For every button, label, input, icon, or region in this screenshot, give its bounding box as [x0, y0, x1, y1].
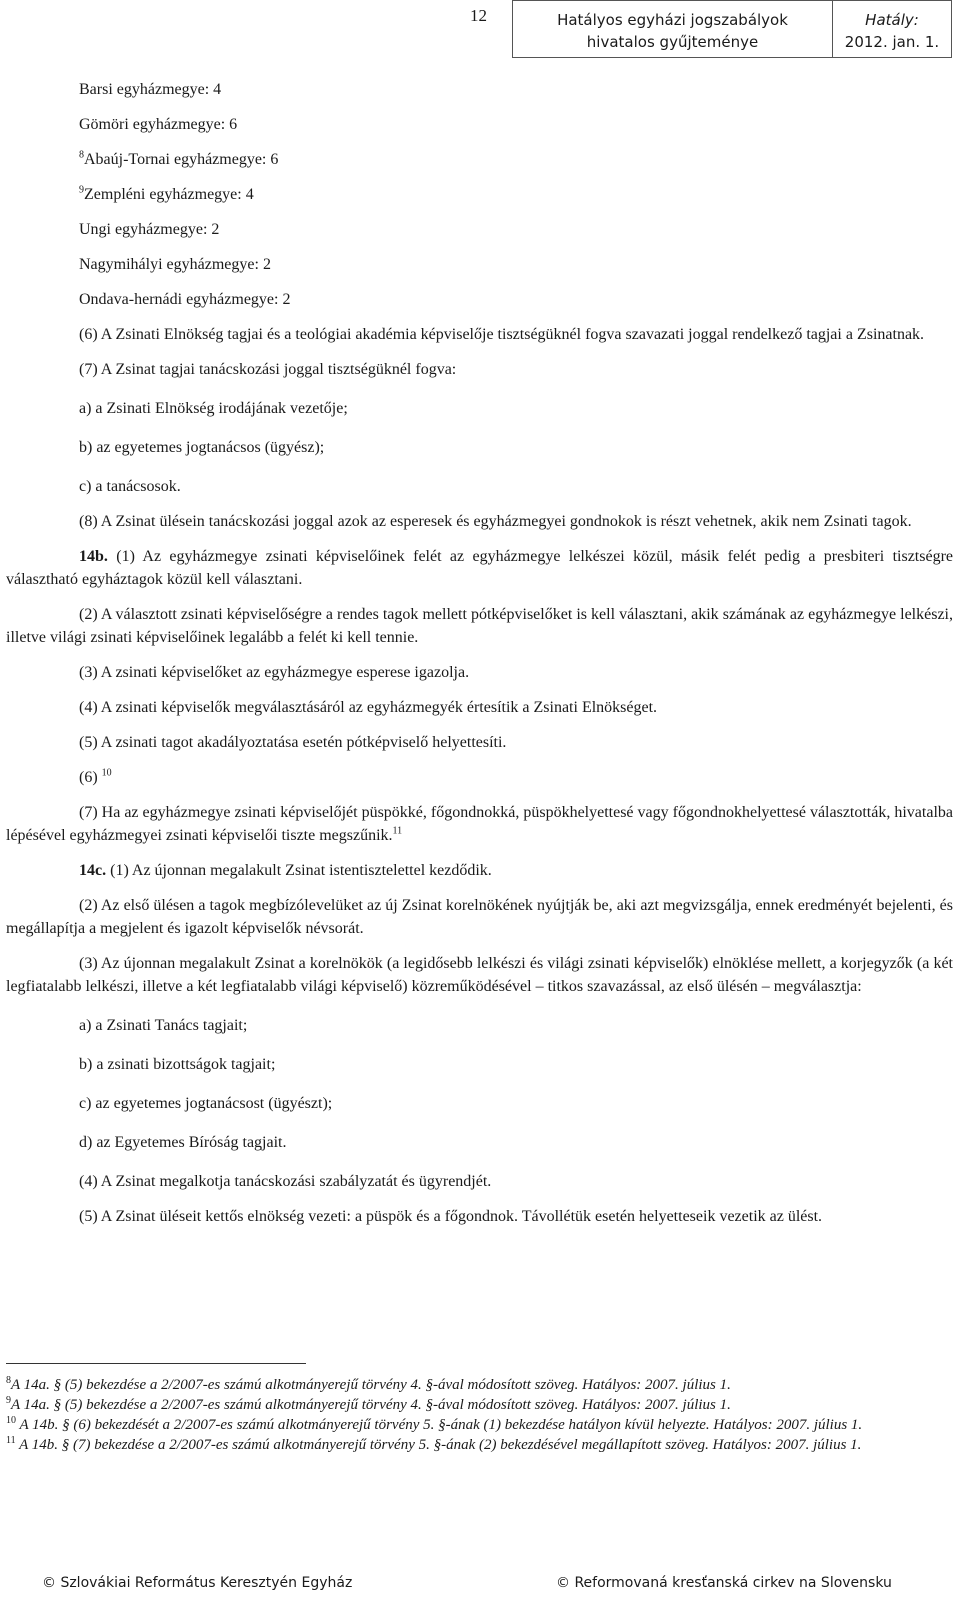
- list-item: Nagymihályi egyházmegye: 2: [79, 256, 271, 273]
- footnote: $^{10}$ A 14b. § (6) bekezdését a 2/2007-es számú alkotmányerejű törvény 5. §-ának (1) bekezdése hatályon kívül helyezte. Hatályos: 2007. július 1.: [6, 1415, 863, 1433]
- footnote-ref-8[interactable]: 8: [79, 149, 84, 161]
- paragraph: (4) A Zsinat megalkotja tanácskozási szabályzatát és ügyrendjét.: [79, 1173, 492, 1190]
- list-item: c) a tanácsosok.: [79, 478, 181, 495]
- footnote-ref-9[interactable]: 9: [79, 184, 84, 196]
- paragraph: (6) A Zsinati Elnökség tagjai és a teológiai akadémia képviselője tisztségüknél fogva szavazati joggal rendelkező tagjai a Zsinatnak.: [79, 326, 925, 343]
- page-footer: [0, 1575, 960, 1599]
- paragraph: (2) Az első ülésen a tagok megbízólevelüket az új Zsinat korelnökének nyújtják be, aki azt megvizsgálja, ennek eredményét bejelenti, és megállapítja a megjelent és igazolt képviselők névsorát.: [6, 897, 953, 937]
- list-item: a) a Zsinati Tanács tagjait;: [79, 1017, 248, 1034]
- list-item: b) a zsinati bizottságok tagjait;: [79, 1056, 276, 1073]
- footnote: $^9$A 14a. § (5) bekezdése a 2/2007-es számú alkotmányerejű törvény 4. §-ával módosított szöveg. Hatályos: 2007. július 1.: [6, 1395, 731, 1413]
- page-number: 12: [470, 6, 487, 25]
- footnote-separator: [6, 1363, 306, 1364]
- footer-copyright-sk: © Reformovaná kresťanská cirkev na Slovensku: [556, 1575, 892, 1591]
- effective-date: [833, 1, 951, 57]
- list-item: a) a Zsinati Elnökség irodájának vezetője;: [79, 400, 348, 417]
- section-heading: 14b.: [79, 548, 108, 565]
- footnote: $^{11}$ A 14b. § (7) bekezdése a 2/2007-es számú alkotmányerejű törvény 5. §-ának (2) bekezdésével megállapított szöveg. Hatályos: 2007. július 1.: [6, 1435, 862, 1453]
- collection-title-line2: hivatalos gyűjteménye: [586, 33, 759, 51]
- paragraph: (3) A zsinati képviselőket az egyházmegye esperese igazolja.: [79, 664, 470, 681]
- list-item: d) az Egyetemes Bíróság tagjait.: [79, 1134, 287, 1151]
- paragraph: (6) $^{10}$: [79, 767, 112, 786]
- list-item: b) az egyetemes jogtanácsos (ügyész);: [79, 439, 325, 456]
- list-item: $^8$Abaúj-Tornai egyházmegye: 6: [79, 149, 279, 168]
- list-item: Gömöri egyházmegye: 6: [79, 116, 238, 133]
- collection-title-line1: Hatályos egyházi jogszabályok: [557, 11, 788, 29]
- paragraph: (7) Ha az egyházmegye zsinati képviselőjét püspökké, főgondnokká, püspökhelyettesé vagy főgondnokhelyettesé választották, hivatalba lépésével egyházmegyei zsinati képviselői tiszte megszűnik.$^{11}$: [6, 804, 953, 844]
- footnotes: [6, 1375, 953, 1455]
- list-item: $^9$Zempléni egyházmegye: 4: [79, 184, 254, 203]
- list-item: Ungi egyházmegye: 2: [79, 221, 220, 238]
- list-item: Ondava-hernádi egyházmegye: 2: [79, 291, 291, 308]
- paragraph: (5) A zsinati tagot akadályoztatása esetén pótképviselő helyettesíti.: [79, 734, 507, 751]
- collection-title: [513, 1, 833, 57]
- paragraph: (5) A Zsinat üléseit kettős elnökség vezeti: a püspök és a főgondnok. Távollétük esetén helyetteseik vezetik az ülést.: [79, 1208, 823, 1225]
- section-14b: 14b. (1) Az egyházmegye zsinati képviselőinek felét az egyházmegye lelkészei közül, másik felét pedig a presbiteri tisztségre választható egyháztagok közül kell választani.: [6, 548, 953, 588]
- section-heading: 14c.: [79, 862, 107, 879]
- paragraph: (8) A Zsinat ülésein tanácskozási joggal azok az esperesek és egyházmegyei gondnokok is részt vehetnek, akik nem Zsinati tagok.: [79, 513, 912, 530]
- running-header: [512, 0, 952, 58]
- paragraph: (3) Az újonnan megalakult Zsinat a korelnökök (a legidősebb lelkészi és világi zsinati képviselők) elnöklése mellett, a korjegyzők (a két legfiatalabb lelkészi, illetve a két legfiatalabb világi képviselő) közreműködésével – titkos szavazással, az első ülésén – megválasztja:: [6, 955, 953, 995]
- section-14c: 14c. (1) Az újonnan megalakult Zsinat istentisztelettel kezdődik.: [79, 862, 492, 879]
- document-body: [6, 78, 953, 1228]
- paragraph: (7) A Zsinat tagjai tanácskozási joggal tisztségüknél fogva:: [79, 361, 457, 378]
- paragraph: (2) A választott zsinati képviselőségre a rendes tagok mellett pótképviselőket is kell választani, akik számának az egyházmegye lelkészi, illetve világi zsinati képviselőinek legalább a felét ki kell tennie.: [6, 606, 953, 646]
- effective-date-value: 2012. jan. 1.: [844, 33, 940, 51]
- footnote-ref-11[interactable]: 11: [392, 825, 403, 837]
- footnote-ref-10[interactable]: 10: [101, 767, 112, 779]
- effective-date-label: Hatály:: [865, 11, 919, 29]
- paragraph: (4) A zsinati képviselők megválasztásáról az egyházmegyék értesítik a Zsinati Elnökséget.: [79, 699, 658, 716]
- footer-copyright-hu: © Szlovákiai Református Keresztyén Egyház: [42, 1575, 353, 1591]
- footnote: $^8$A 14a. § (5) bekezdése a 2/2007-es számú alkotmányerejű törvény 4. §-ával módosított szöveg. Hatályos: 2007. július 1.: [6, 1375, 731, 1393]
- list-item: c) az egyetemes jogtanácsost (ügyészt);: [79, 1095, 333, 1112]
- list-item: Barsi egyházmegye: 4: [79, 81, 222, 98]
